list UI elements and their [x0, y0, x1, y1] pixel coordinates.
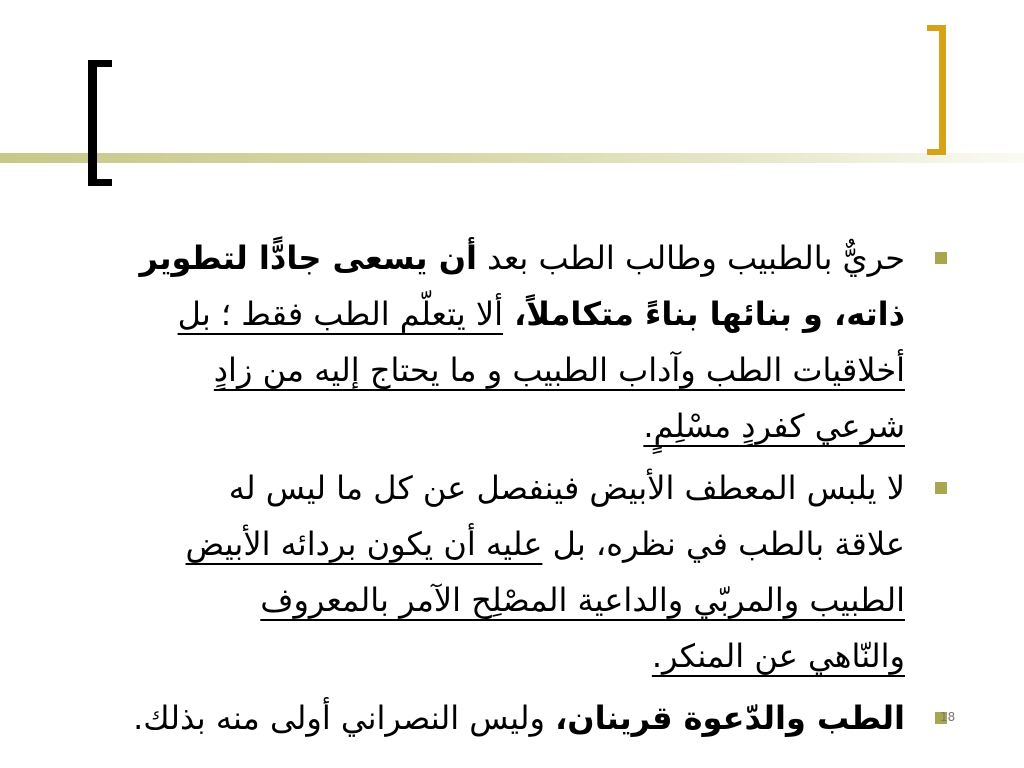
right-bracket-decoration: [927, 25, 946, 155]
bullet-text: [95, 690, 905, 746]
title-underline-bar: [0, 153, 1024, 163]
text-line: [95, 460, 905, 516]
bold-run: الطب والدّعوة قرينان،: [555, 699, 905, 737]
bullet-text: [95, 460, 905, 684]
bullet-item-2: [95, 460, 947, 684]
text-run: علاقة بالطب في نظره، بل: [542, 525, 905, 563]
underlined-run: أخلاقيات الطب وآداب الطبيب و ما يحتاج إليه من زادٍ: [213, 351, 905, 389]
bullet-square-icon: [935, 252, 947, 264]
underlined-run: ألا يتعلّم الطب فقط ؛ بل: [177, 295, 503, 333]
slide-body: [95, 230, 947, 746]
slide-number: 18: [940, 710, 956, 724]
bullet-square-icon: [935, 482, 947, 494]
text-line: [95, 690, 905, 746]
bullet-text: [95, 230, 905, 454]
text-line: [95, 342, 905, 398]
text-line: [95, 398, 905, 454]
underlined-run: والنّاهي عن المنكر.: [651, 637, 905, 675]
text-line: [95, 286, 905, 342]
text-line: [95, 628, 905, 684]
text-run: لا يلبس المعطف الأبيض فينفصل عن كل ما ليس له: [228, 469, 905, 507]
text-line: [95, 572, 905, 628]
text-run: حريٌّ بالطبيب وطالب الطب بعد: [476, 239, 905, 277]
bold-run: ذاته، و بنائها بناءً متكاملاً،: [502, 295, 905, 333]
underlined-run: الطبيب والمربّي والداعية المصْلِح الآمر بالمعروف: [260, 581, 905, 619]
bold-run: أن يسعى جادًّا لتطوير: [139, 239, 477, 277]
text-line: [95, 230, 905, 286]
underlined-run: عليه أن يكون بردائه الأبيض: [185, 525, 543, 563]
bullet-item-1: [95, 230, 947, 454]
bullet-item-3: [95, 690, 947, 746]
text-run: وليس النصراني أولى منه بذلك.: [133, 699, 556, 737]
underlined-run: شرعي كفردٍ مسْلِمٍ.: [643, 407, 905, 445]
text-line: [95, 516, 905, 572]
left-bracket-decoration: [88, 60, 112, 186]
